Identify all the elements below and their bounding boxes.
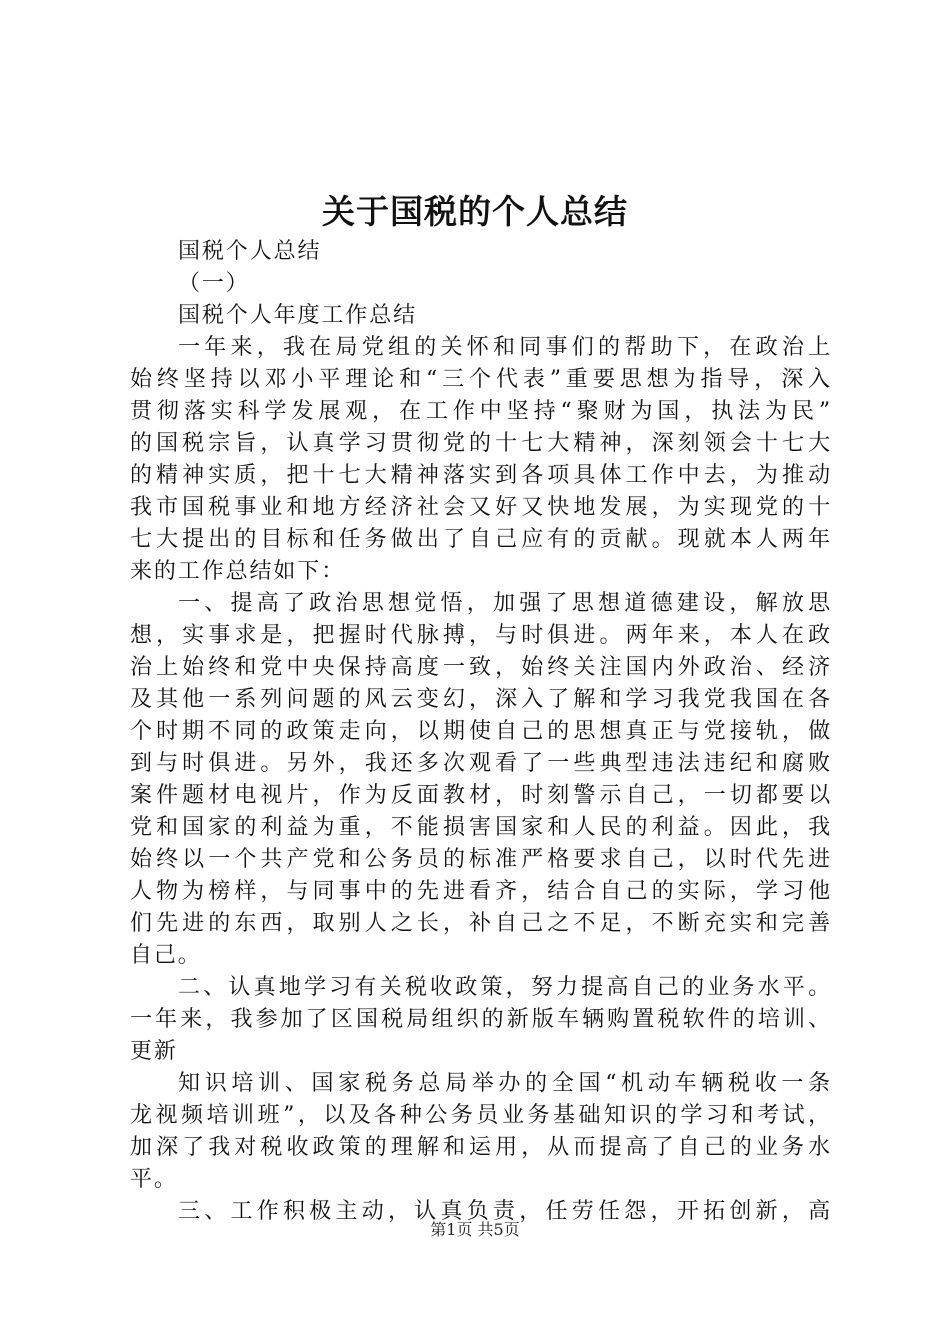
text-line: 案件题材电视片，作为反面教材，时刻警示自己，一切都要以 xyxy=(130,783,832,808)
text-line: 一年来，我参加了区国税局组织的新版车辆购置税软件的培训、 xyxy=(130,1007,832,1032)
text-line: 自己。 xyxy=(130,943,202,968)
document-body xyxy=(130,236,832,1228)
text-line: 国税个人总结 xyxy=(178,239,322,264)
text-line: 及其他一系列问题的风云变幻，深入了解和学习我党我国在各 xyxy=(130,687,832,712)
text-line: 龙视频培训班”，以及各种公务员业务基础知识的学习和考试， xyxy=(130,1103,832,1128)
text-line: 加深了我对税收政策的理解和运用，从而提高了自己的业务水 xyxy=(130,1135,832,1160)
text-line: 七大提出的目标和任务做出了自己应有的贡献。现就本人两年 xyxy=(130,527,832,552)
text-line: 的国税宗旨，认真学习贯彻党的十七大精神，深刻领会十七大 xyxy=(130,431,832,456)
text-line: 想，实事求是，把握时代脉搏，与时俱进。两年来，本人在政 xyxy=(130,623,832,648)
text-line: 来的工作总结如下： xyxy=(130,559,346,584)
text-line: 平。 xyxy=(130,1167,178,1192)
text-line: 始终坚持以邓小平理论和“三个代表”重要思想为指导，深入 xyxy=(130,367,832,392)
text-line: 党和国家的利益为重，不能损害国家和人民的利益。因此，我 xyxy=(130,815,832,840)
text-line: 国税个人年度工作总结 xyxy=(178,303,418,328)
text-line: 更新 xyxy=(130,1039,178,1064)
text-line: 一年来，我在局党组的关怀和同事们的帮助下，在政治上 xyxy=(178,335,832,360)
text-line: 们先进的东西，取别人之长，补自己之不足，不断充实和完善 xyxy=(130,911,832,936)
text-line: 人物为榜样，与同事中的先进看齐，结合自己的实际，学习他 xyxy=(130,879,832,904)
text-line: 的精神实质，把十七大精神落实到各项具体工作中去，为推动 xyxy=(130,463,832,488)
text-line: 一、提高了政治思想觉悟，加强了思想道德建设，解放思 xyxy=(178,591,832,616)
text-line: 个时期不同的政策走向，以期使自己的思想真正与党接轨，做 xyxy=(130,719,832,744)
document-title: 关于国税的个人总结 xyxy=(322,192,628,231)
text-line: 二、认真地学习有关税收政策，努力提高自己的业务水平。 xyxy=(178,975,832,1000)
text-line: （一） xyxy=(178,271,250,296)
text-line: 到与时俱进。另外，我还多次观看了一些典型违法违纪和腐败 xyxy=(130,751,832,776)
page-footer: 第1页 共5页 xyxy=(430,1220,520,1239)
text-line: 始终以一个共产党和公务员的标准严格要求自己，以时代先进 xyxy=(130,847,832,872)
text-line: 三、工作积极主动，认真负责，任劳任怨，开拓创新，高 xyxy=(178,1199,832,1224)
text-line: 治上始终和党中央保持高度一致，始终关注国内外政治、经济 xyxy=(130,655,832,680)
text-line: 知识培训、国家税务总局举办的全国“机动车辆税收一条 xyxy=(178,1071,832,1096)
text-line: 我市国税事业和地方经济社会又好又快地发展，为实现党的十 xyxy=(130,495,832,520)
text-line: 贯彻落实科学发展观，在工作中坚持“聚财为国，执法为民” xyxy=(130,399,832,424)
